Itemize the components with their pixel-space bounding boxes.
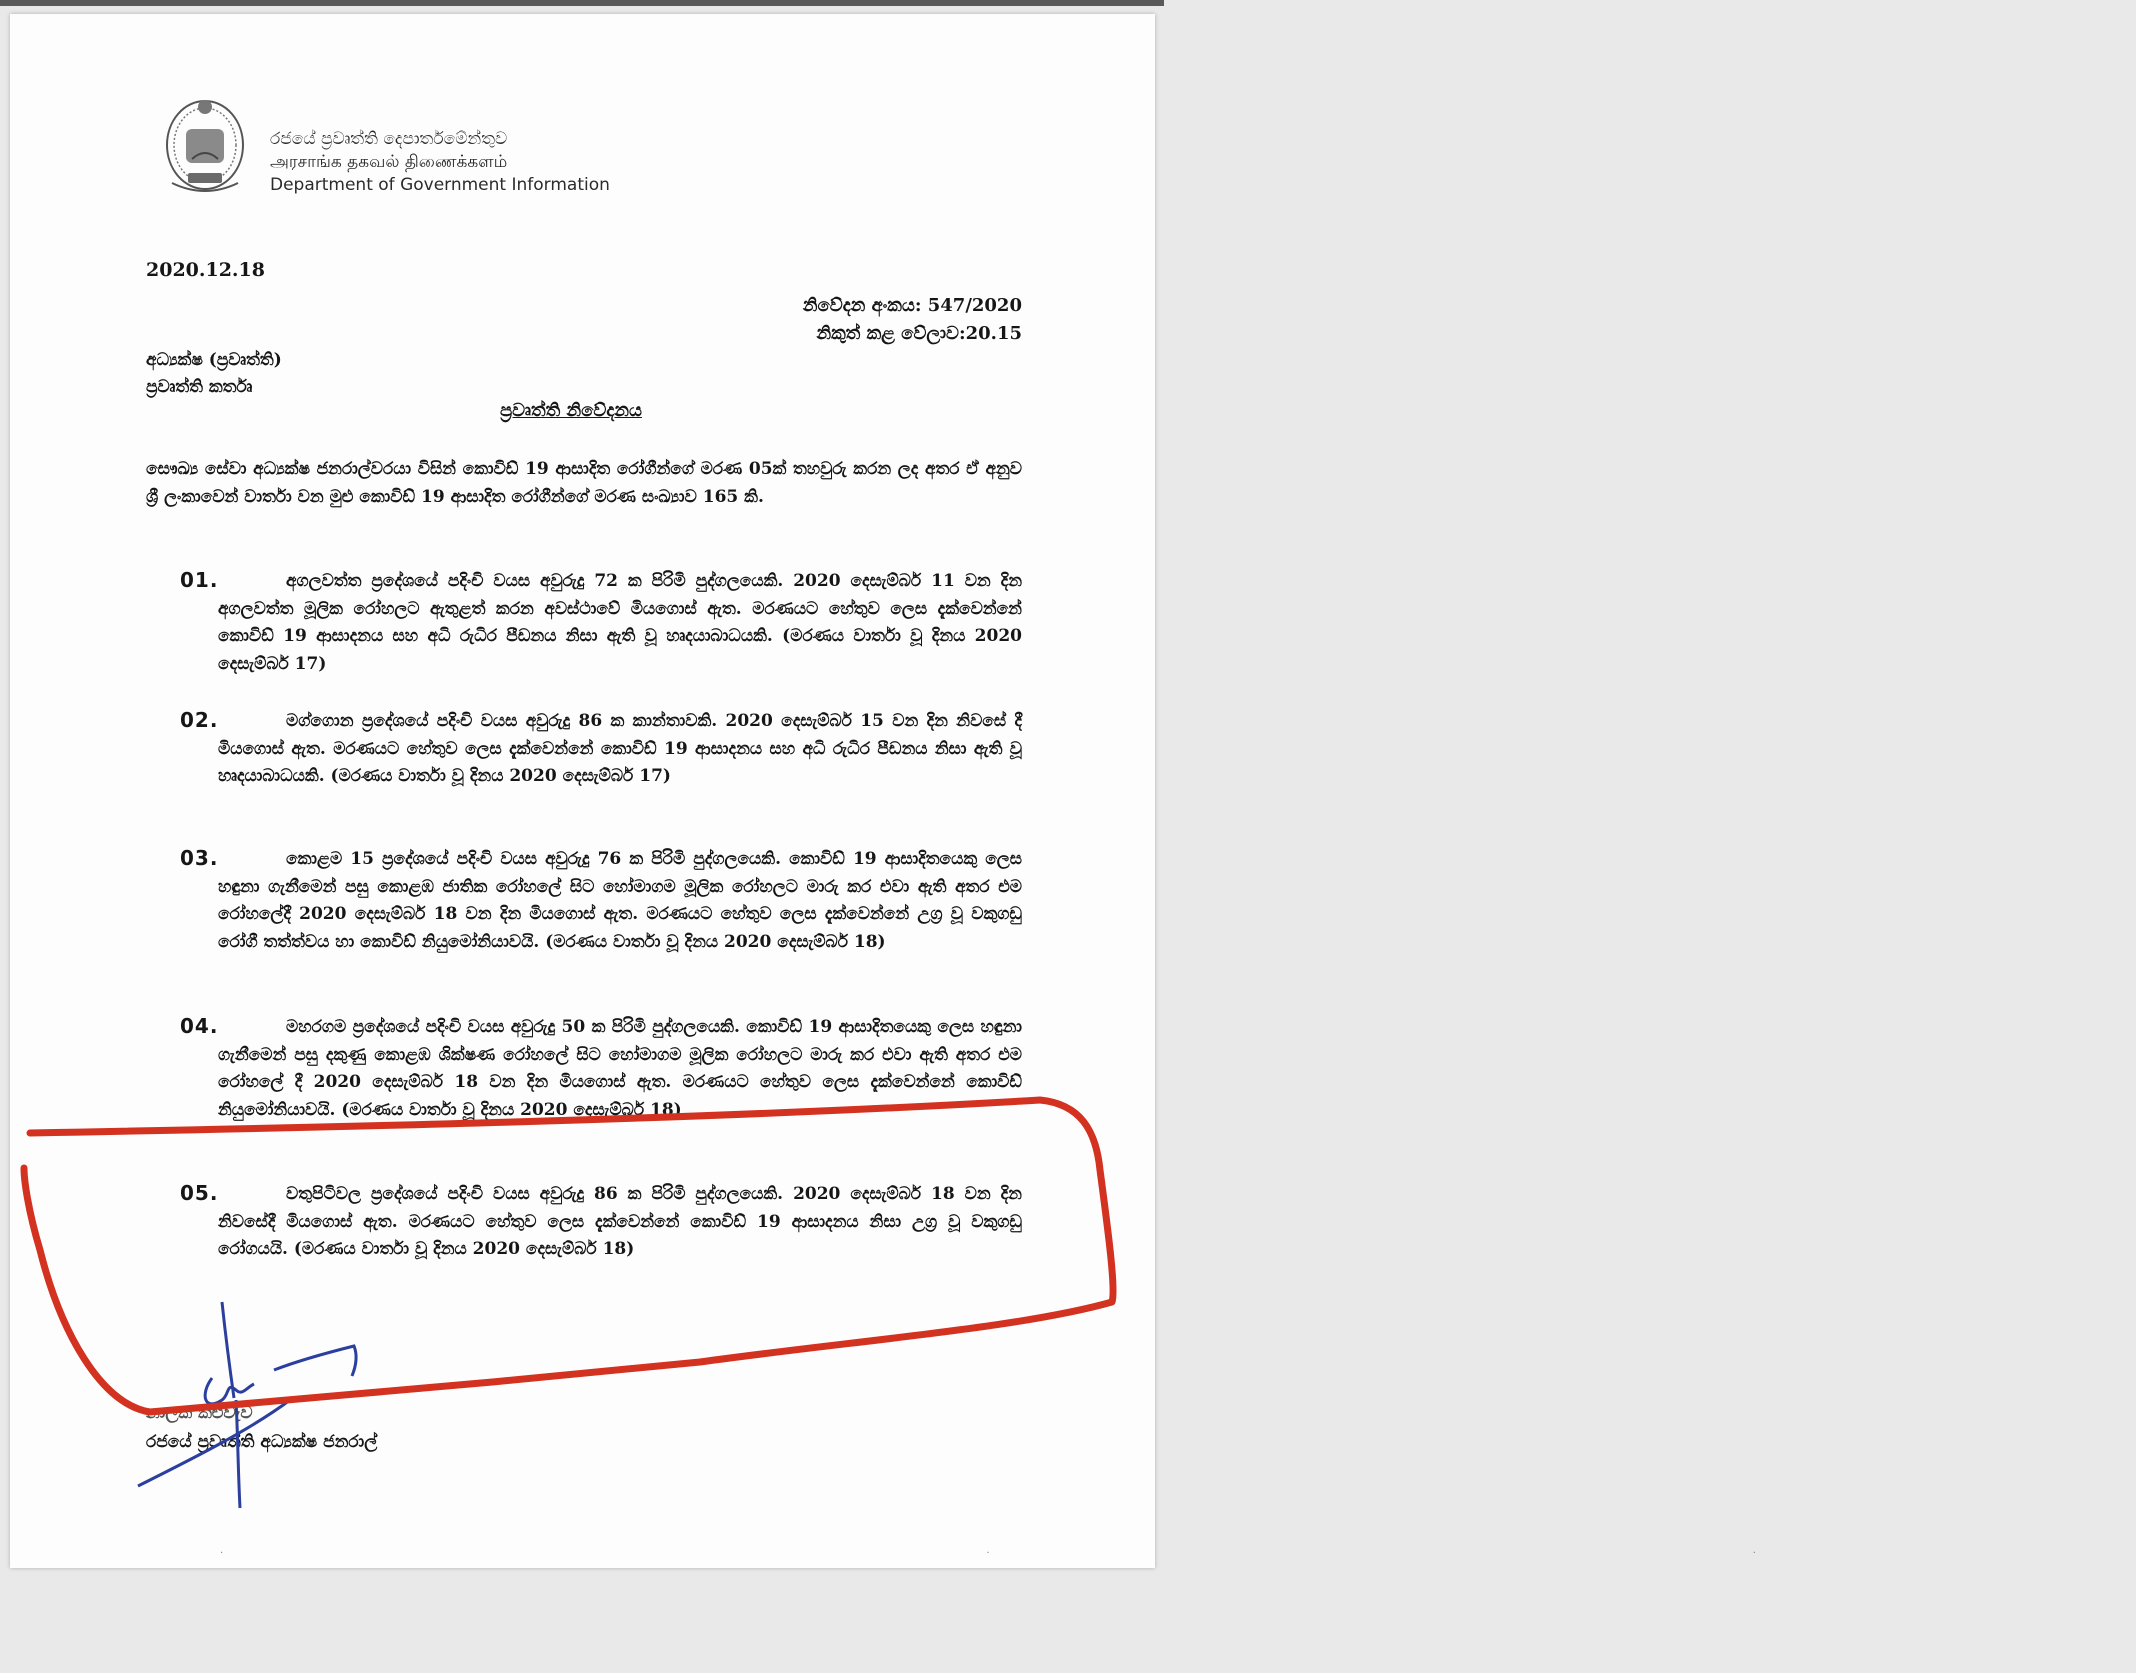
department-name-sinhala: රජයේ ප්‍රවෘත්ති දෙපාර්තමේන්තුව [270, 129, 508, 149]
addressee-line-2: ප්‍රවෘත්ති කර්තෘ [146, 377, 253, 397]
intro-paragraph: සෞඛ්‍ය සේවා අධ්‍යක්ෂ ජනරාල්වරයා විසින් කොවිඩ් 19 ආසාදිත රෝගීන්ගේ මරණ 05ක් තහවුරු කරන ලද අතර ඒ අනුව ශ්‍රී ලංකාවෙන් වාර්තා වන මුළු කොවිඩ් 19 ආසාදිත රෝගීන්ගේ මරණ සංඛ්‍යාව 165 කි. [146, 459, 1022, 507]
item-number: 05. [180, 1181, 219, 1205]
top-bar [0, 0, 1164, 6]
item-number: 03. [180, 846, 219, 870]
reference-block [803, 292, 1022, 348]
list-item [180, 1014, 1022, 1124]
signatory-name: නාලක කළුවැව [146, 1403, 253, 1423]
addressee-block [146, 347, 282, 401]
signatory-title: රජයේ ප්‍රවෘත්ති අධ්‍යක්ෂ ජනරාල් [146, 1432, 378, 1452]
department-name [270, 128, 610, 197]
list-item [180, 708, 1022, 791]
list-item [180, 568, 1022, 678]
document-date: 2020.12.18 [146, 259, 265, 281]
issue-time: නිකුත් කළ වේලාව:20.15 [816, 323, 1022, 344]
list-item [180, 846, 1022, 956]
list-item [180, 1181, 1022, 1264]
document-heading: ප්‍රවෘත්ති නිවේදනය [500, 400, 642, 421]
item-number: 01. [180, 568, 219, 592]
item-text: අගලවත්ත ප්‍රදේශයේ පදිංචි වයස අවුරුදු 72 ක පිරිමි පුද්ගලයෙකි. 2020 දෙසැම්බර් 11 වන දින අගලවත්ත මූලික රෝහලට ඇතුළත් කරන අවස්ථාවේ මියගොස් ඇත. මරණයට හේතුව ලෙස දැක්වෙන්නේ කොවිඩ් 19 ආසාදනය සහ අධි රුධිර පීඩනය නිසා ඇති වූ හෘදයාබාධයකි. (මරණය වාර්තා වූ දිනය 2020 දෙසැම්බර් 17) [218, 571, 1022, 674]
handwritten-signature [130, 1290, 390, 1520]
page-footer-marks: · · · [220, 1548, 2136, 1559]
department-name-tamil: அரசாங்க தகவல் திணைக்களம் [270, 152, 508, 172]
item-text: කොළම 15 ප්‍රදේශයේ පදිංචි වයස අවුරුදු 76 ක පිරිමි පුද්ගලයෙකි. කොවිඩ් 19 ආසාදිතයෙකු ලෙස හඳුනා ගැනීමෙන් පසු කොළඹ ජාතික රෝහලේ සිට හෝමාගම මූලික රෝහලට මාරු කර එවා ඇති අතර එම රෝහලේදී 2020 දෙසැම්බර් 18 වන දින මියගොස් ඇත. මරණයට හේතුව ලෙස දැක්වෙන්නේ උග්‍ර වූ වකුගඩු රෝගී තත්ත්වය හා කොවිඩ් නියුමෝනියාවයි. (මරණය වාර්තා වූ දිනය 2020 දෙසැම්බර් 18) [218, 849, 1022, 952]
item-text: මහරගම ප්‍රදේශයේ පදිංචි වයස අවුරුදු 50 ක පිරිමි පුද්ගලයෙකි. කොවිඩ් 19 ආසාදිතයෙකු ලෙස හඳුනා ගැනීමෙන් පසු දකුණු කොළඹ ශික්ෂණ රෝහලේ සිට හෝමාගම මූලික රෝහලට මාරු කර එවා ඇති අතර එම රෝහලේ දී 2020 දෙසැම්බර් 18 වන දින මියගොස් ඇත. මරණයට හේතුව ලෙස දැක්වෙන්නේ කොවිඩ් නියුමෝනියාවයි. (මරණය වාර්තා වූ දිනය 2020 දෙසැම්බර් 18) [218, 1017, 1022, 1120]
reference-number: නිවේදන අංකය: 547/2020 [802, 295, 1022, 316]
addressee-line-1: අධ්‍යක්ෂ (ප්‍රවෘත්ති) [146, 350, 282, 370]
government-emblem-icon [162, 95, 248, 201]
item-text: මග්ගොන ප්‍රදේශයේ පදිංචි වයස අවුරුදු 86 ක කාන්තාවකි. 2020 දෙසැම්බර් 15 වන දින නිවසේ දී මියගොස් ඇත. මරණයට හේතුව ලෙස දැක්වෙන්නේ කොවිඩ් 19 ආසාදනය සහ අධි රුධිර පීඩනය නිසා ඇති වූ හෘදයාබාධයකි. (මරණය වාර්තා වූ දිනය 2020 දෙසැම්බර් 17) [218, 711, 1022, 786]
item-text: වතුපිටිවල ප්‍රදේශයේ පදිංචි වයස අවුරුදු 86 ක පිරිමි පුද්ගලයෙකි. 2020 දෙසැම්බර් 18 වන දින නිවසේදී මියගොස් ඇත. මරණයට හේතුව ලෙස දැක්වෙන්නේ කොවිඩ් 19 ආසාදනය නිසා උග්‍ර වූ වකුගඩු රෝගයයි. (මරණය වාර්තා වූ දිනය 2020 දෙසැම්බර් 18) [218, 1184, 1022, 1259]
department-name-english: Department of Government Information [270, 175, 610, 195]
item-number: 04. [180, 1014, 219, 1038]
item-number: 02. [180, 708, 219, 732]
